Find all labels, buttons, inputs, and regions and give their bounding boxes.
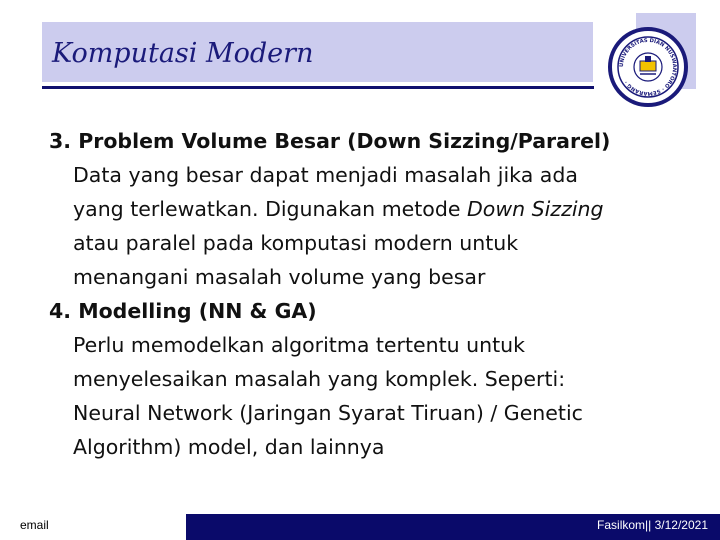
footer-email-link[interactable]: email <box>20 518 49 532</box>
section-paragraph <box>49 158 689 294</box>
paragraph-line: menangani masalah volume yang besar <box>73 265 486 289</box>
section-heading: 3. Problem Volume Besar (Down Sizzing/Pararel) <box>49 129 611 153</box>
paragraph-text: yang terlewatkan. Digunakan metode <box>73 197 467 221</box>
section-paragraph <box>49 328 689 464</box>
paragraph-line: menyelesaikan masalah yang komplek. Seperti: <box>73 367 566 391</box>
paragraph-line: Neural Network (Jaringan Syarat Tiruan) / Genetic <box>73 401 583 425</box>
svg-text:UNIVERSITAS DIAN NUSWANTORO ·: UNIVERSITAS DIAN NUSWANTORO · SEMARANG · <box>618 37 678 97</box>
paragraph-line: Algorithm) model, dan lainnya <box>73 435 385 459</box>
university-seal-logo <box>607 26 689 108</box>
paragraph-line: atau paralel pada komputasi modern untuk <box>73 231 519 255</box>
section-heading: 4. Modelling (NN & GA) <box>49 299 317 323</box>
paragraph-line: Data yang besar dapat menjadi masalah jika ada <box>73 163 578 187</box>
slide-content <box>49 124 689 464</box>
title-box <box>42 22 593 82</box>
footer-date-label: Fasilkom|| 3/12/2021 <box>597 518 708 532</box>
emphasized-term: Down Sizzing <box>467 197 604 221</box>
page-title: Komputasi Modern <box>52 38 314 69</box>
paragraph-line: Perlu memodelkan algoritma tertentu untuk <box>73 333 526 357</box>
paragraph-line <box>73 192 689 226</box>
title-divider <box>42 86 594 89</box>
